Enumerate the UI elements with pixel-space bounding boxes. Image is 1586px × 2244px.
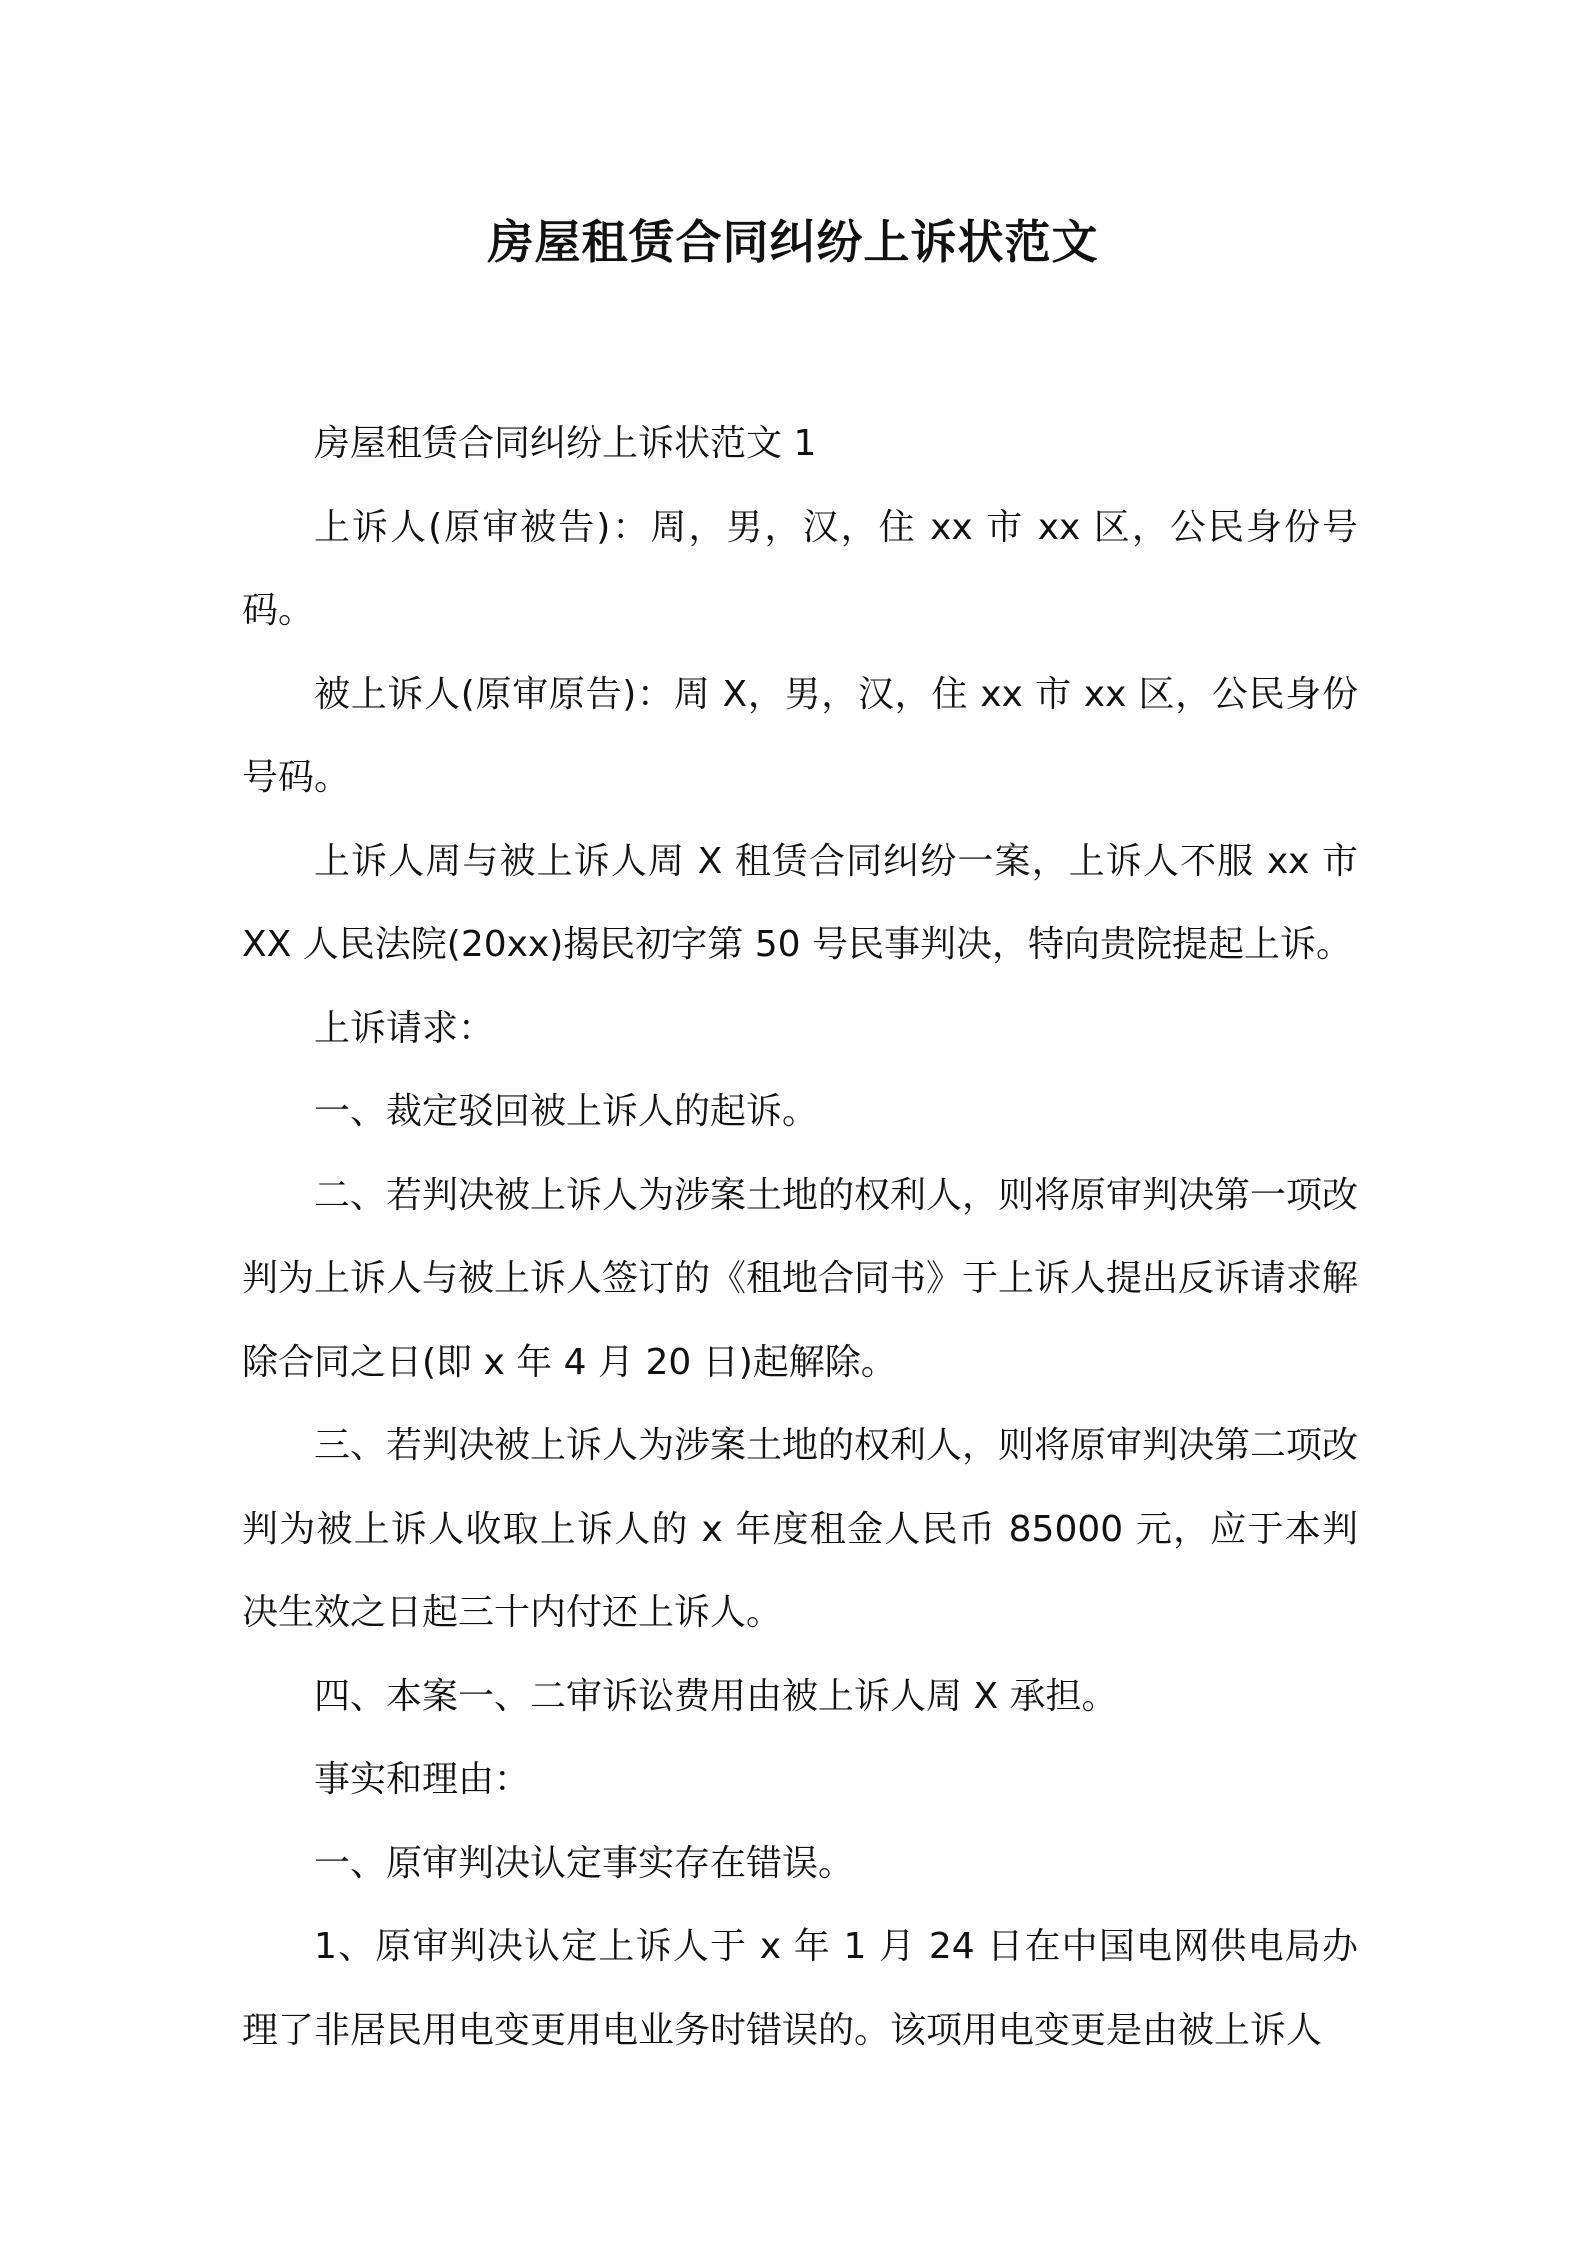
appeal-request-item: 三、若判决被上诉人为涉案土地的权利人，则将原审判决第二项改判为被上诉人收取上诉人的 x 年度租金人民币 85000 元，应于本判决生效之日起三十内付还上诉人。 [242,1425,1359,1633]
appeal-request-item: 二、若判决被上诉人为涉案土地的权利人，则将原审判决第一项改判为上诉人与被上诉人签订的《租地合同书》于上诉人提出反诉请求解除合同之日(即 x 年 4 月 20 日)起解除。 [242,1174,1359,1383]
section-heading: 房屋租赁合同纠纷上诉状范文 1 [314,423,817,464]
reason-item: 一、原审判决认定事实存在错误。 [314,1842,855,1884]
reason-detail: 1、原审判决认定上诉人于 x 年 1 月 24 日在中国电网供电局办理了非居民用电变更用电业务时错误的。该项用电变更是由被上诉人 [242,1926,1358,2051]
appellee-info: 被上诉人(原审原告)：周 X，男，汉，住 xx 市 xx 区，公民身份号码。 [242,673,1358,798]
facts-reasons-heading: 事实和理由： [314,1759,531,1800]
appeal-request-item: 一、裁定驳回被上诉人的起诉。 [314,1091,819,1132]
document-title: 房屋租赁合同纠纷上诉状范文 [487,215,1099,269]
appellant-info: 上诉人(原审被告)：周，男，汉，住 xx 市 xx 区，公民身份号码。 [242,506,1358,631]
appeal-requests-heading: 上诉请求： [314,1007,495,1049]
document-body [242,402,1358,2072]
case-statement: 上诉人周与被上诉人周 X 租赁合同纠纷一案，上诉人不服 xx 市 XX 人民法院(20xx)揭民初字第 50 号民事判决，特向贵院提起上诉。 [242,840,1358,965]
appeal-request-item: 四、本案一、二审诉讼费用由被上诉人周 X 承担。 [314,1675,1118,1717]
